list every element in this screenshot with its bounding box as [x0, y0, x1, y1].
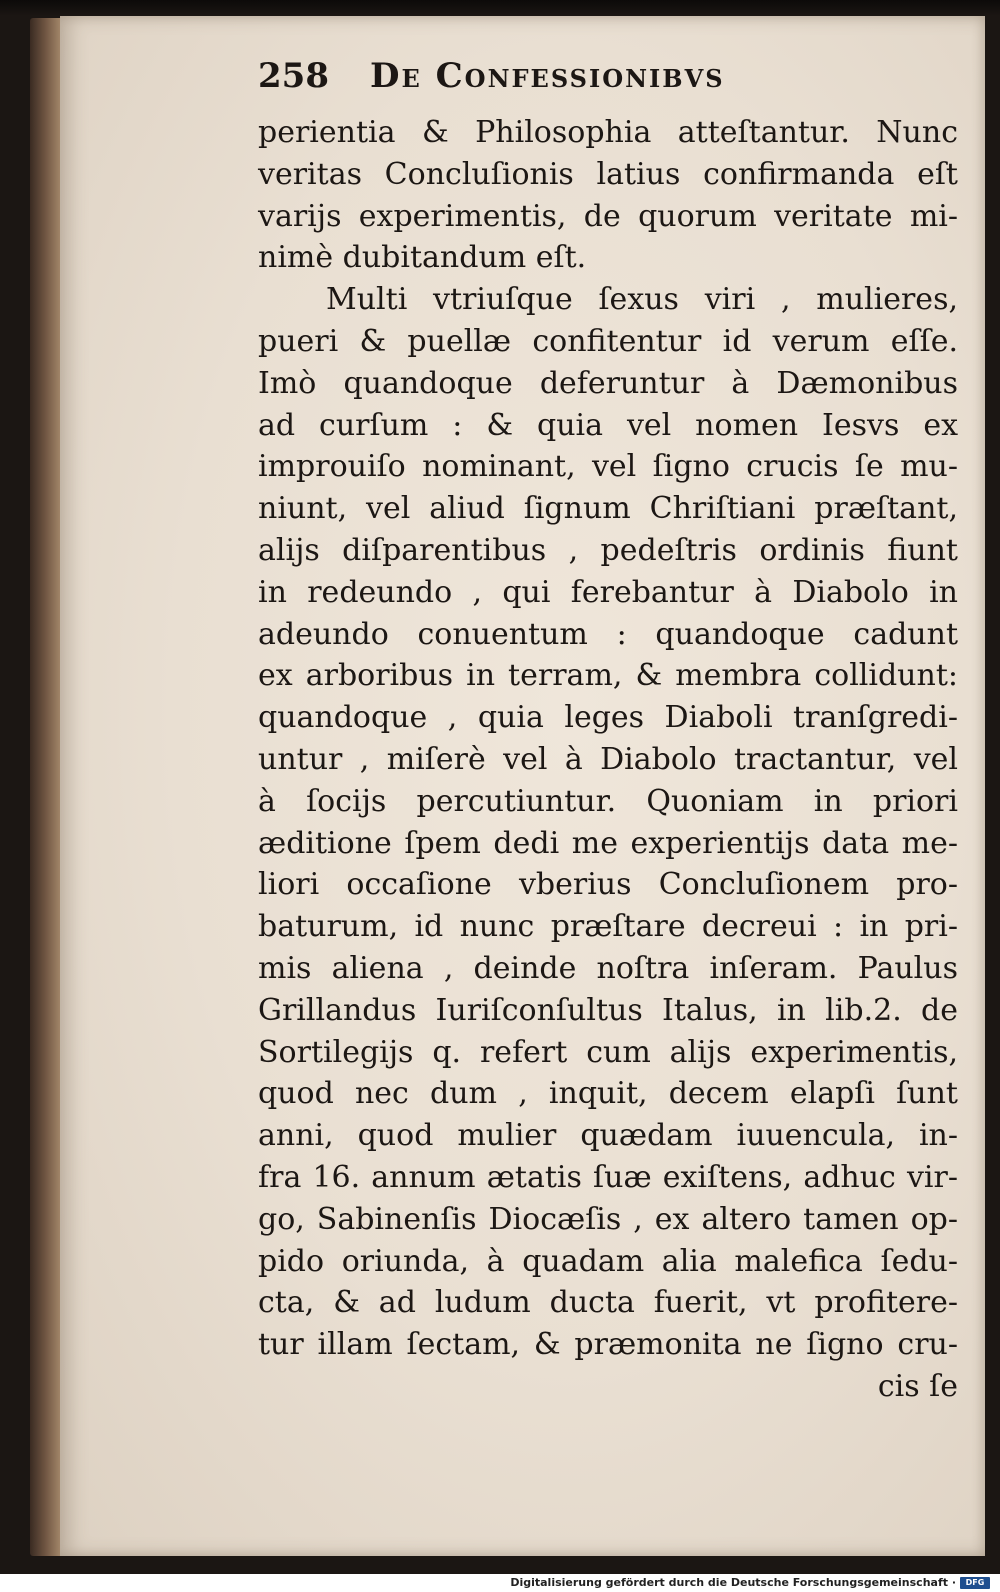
text-line: improuiſo nominant, vel ſigno crucis ſe mu-: [258, 449, 958, 485]
text-line: à ſocijs percutiuntur. Quoniam in priori: [258, 783, 958, 819]
text-line: varijs experimentis, de quorum veritate mi-: [258, 198, 958, 234]
catchword: cis ſe: [877, 1368, 958, 1404]
text-line: liori occaſione vberius Concluſionem pro-: [258, 867, 958, 903]
text-line: Sortilegijs q. refert cum alijs experimentis,: [258, 1034, 958, 1070]
text-line: alijs diſparentibus , pedeſtris ordinis fiunt: [258, 532, 958, 568]
text-line: nimè dubitandum eſt.: [258, 240, 587, 276]
text-line: niunt, vel aliud ſignum Chriſtiani præſtant,: [258, 491, 958, 527]
text-line: veritas Concluſionis latius confirmanda eſt: [258, 156, 958, 192]
funding-credit: Digitalisierung gefördert durch die Deutsche Forschungsgemeinschaft ·: [510, 1576, 956, 1589]
text-line: mis aliena , deinde noſtra inſeram. Paulus: [258, 950, 958, 986]
text-line: ex arboribus in terram, & membra collidunt:: [258, 658, 958, 694]
dfg-logo-icon: DFG: [960, 1577, 990, 1589]
text-line: perientia & Philosophia atteſtantur. Nunc: [258, 115, 958, 150]
text-line: baturum, id nunc præſtare decreui : in pri-: [258, 909, 958, 945]
text-line: æditione ſpem dedi me experientijs data me-: [258, 825, 958, 861]
text-line: cta, & ad ludum ducta fuerit, vt profitere-: [258, 1285, 958, 1321]
text-line: pido oriunda, à quadam alia malefica ſedu-: [258, 1243, 958, 1279]
text-line: quod nec dum , inquit, decem elapſi ſunt: [258, 1076, 958, 1112]
page-header: [258, 52, 958, 102]
text-line: Imò quandoque deferuntur à Dæmonibus: [258, 365, 958, 401]
running-head: De Confessionibvs: [370, 56, 725, 96]
text-line: go, Sabinenſis Diocæſis , ex altero tamen op-: [258, 1201, 958, 1237]
text-line: pueri & puellæ confitentur id verum eſſe.: [258, 323, 958, 359]
text-line: in redeundo , qui ferebantur à Diabolo in: [258, 574, 958, 610]
digitization-footer: [0, 1574, 1000, 1592]
text-line: anni, quod mulier quædam iuuencula, in-: [258, 1118, 958, 1154]
text-line: ad curſum : & quia vel nomen Iesvs ex: [258, 407, 958, 443]
scan-top-shadow: [0, 0, 1000, 16]
text-line: adeundo conuentum : quandoque cadunt: [258, 616, 958, 652]
text-line: quandoque , quia leges Diaboli tranſgredi-: [258, 700, 958, 736]
text-line: untur , miſerè vel à Diabolo tractantur, vel: [258, 741, 958, 777]
text-line-paragraph-start: Multi vtriuſque ſexus viri , mulieres,: [326, 282, 958, 318]
page-number: 258: [258, 56, 329, 96]
text-line: fra 16. annum ætatis ſuæ exiſtens, adhuc vir-: [258, 1159, 958, 1195]
body-text: [258, 112, 958, 1408]
text-line: Grillandus Iuriſconſultus Italus, in lib.2. de: [258, 992, 958, 1028]
text-line: tur illam ſectam, & præmonita ne ſigno cru-: [258, 1327, 958, 1363]
